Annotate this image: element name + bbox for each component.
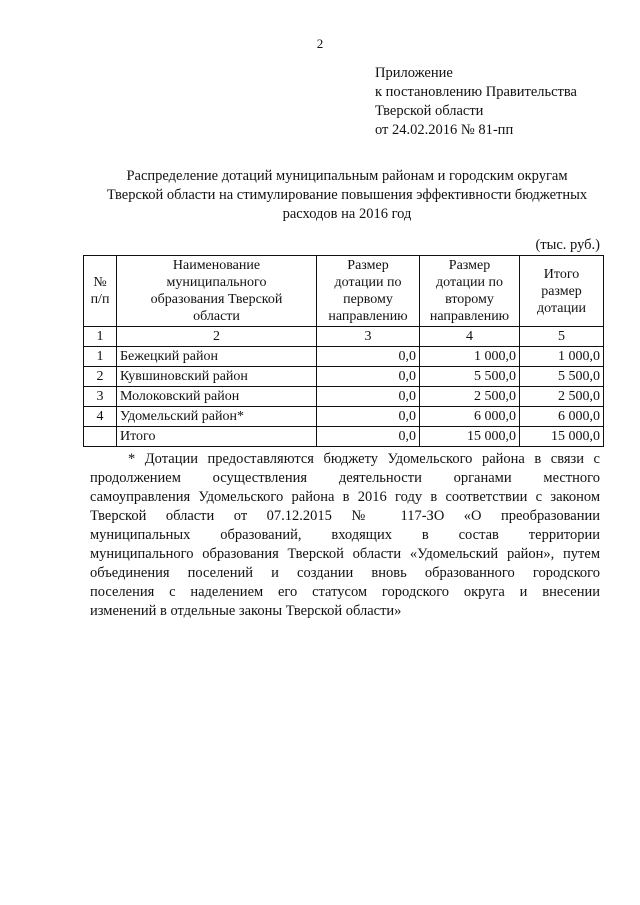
title-line: Распределение дотаций муниципальным районам и городским округам [126,168,568,184]
appendix-block [375,64,577,140]
table-row [84,347,604,367]
footnote-line: изменений в отдельные законы Тверской области» [90,603,402,619]
row-total: 6 000,0 [520,407,604,427]
row-second-direction: 6 000,0 [420,407,520,427]
footnote-line: самоуправления Удомельского района в 2016 году в соответствии с законом [90,489,600,505]
row-number: 1 [84,347,117,367]
row-second-direction: 1 000,0 [420,347,520,367]
total-row [84,427,604,447]
appendix-line: от 24.02.2016 № 81-пп [375,122,514,138]
footnote [90,450,600,621]
row-second-direction: 2 500,0 [420,387,520,407]
column-numbers-row [84,327,604,347]
table-row [84,387,604,407]
row-name: Бежецкий район [117,347,317,367]
footnote-line: Тверской области от 07.12.2015 № 117-ЗО «О преобразовании [90,508,600,524]
row-name: Кувшиновский район [117,367,317,387]
row-name: Итого [117,427,317,447]
column-number: 4 [420,327,520,347]
footnote-line: * Дотации предоставляются бюджету Удомельского района в связи с [128,451,600,467]
row-first-direction: 0,0 [317,387,420,407]
row-first-direction: 0,0 [317,367,420,387]
appendix-line: Тверской области [375,103,484,119]
appendix-line: Приложение [375,65,453,81]
row-number: 3 [84,387,117,407]
footnote-line: муниципального образования Тверской области «Удомельский район», путем [90,546,600,562]
row-total: 1 000,0 [520,347,604,367]
footnote-line: поселения с наделением его статусом городского округа и внесении [90,584,600,600]
row-total: 2 500,0 [520,387,604,407]
header-name: Наименование муниципального образования Тверской области [117,256,317,327]
header-second-direction: Размер дотации по второму направлению [420,256,520,327]
footnote-line: муниципальных образований, входящих в состав территории [90,527,600,543]
row-number [84,427,117,447]
table-row [84,367,604,387]
row-number: 4 [84,407,117,427]
row-name: Удомельский район* [117,407,317,427]
row-total: 15 000,0 [520,427,604,447]
appendix-line: к постановлению Правительства [375,84,577,100]
header-total: Итого размер дотации [520,256,604,327]
column-number: 5 [520,327,604,347]
row-number: 2 [84,367,117,387]
document-title [82,167,612,224]
row-total: 5 500,0 [520,367,604,387]
title-line: расходов на 2016 год [282,206,412,222]
column-number: 2 [117,327,317,347]
title-line: Тверской области на стимулирование повышения эффективности бюджетных [106,187,588,203]
column-number: 3 [317,327,420,347]
page-number: 2 [316,36,324,51]
header-num: № п/п [84,256,117,327]
footnote-line: продолжением осуществления деятельности органами местного [90,470,600,486]
row-name: Молоковский район [117,387,317,407]
table-row [84,407,604,427]
footnote-line: объединения поселений и создании вновь образованного городского [90,565,600,581]
column-number: 1 [84,327,117,347]
table-header-row [84,256,604,327]
row-second-direction: 15 000,0 [420,427,520,447]
grant-distribution-table [83,255,604,447]
row-first-direction: 0,0 [317,427,420,447]
units-label: (тыс. руб.) [535,237,600,253]
row-second-direction: 5 500,0 [420,367,520,387]
header-first-direction: Размер дотации по первому направлению [317,256,420,327]
row-first-direction: 0,0 [317,347,420,367]
row-first-direction: 0,0 [317,407,420,427]
